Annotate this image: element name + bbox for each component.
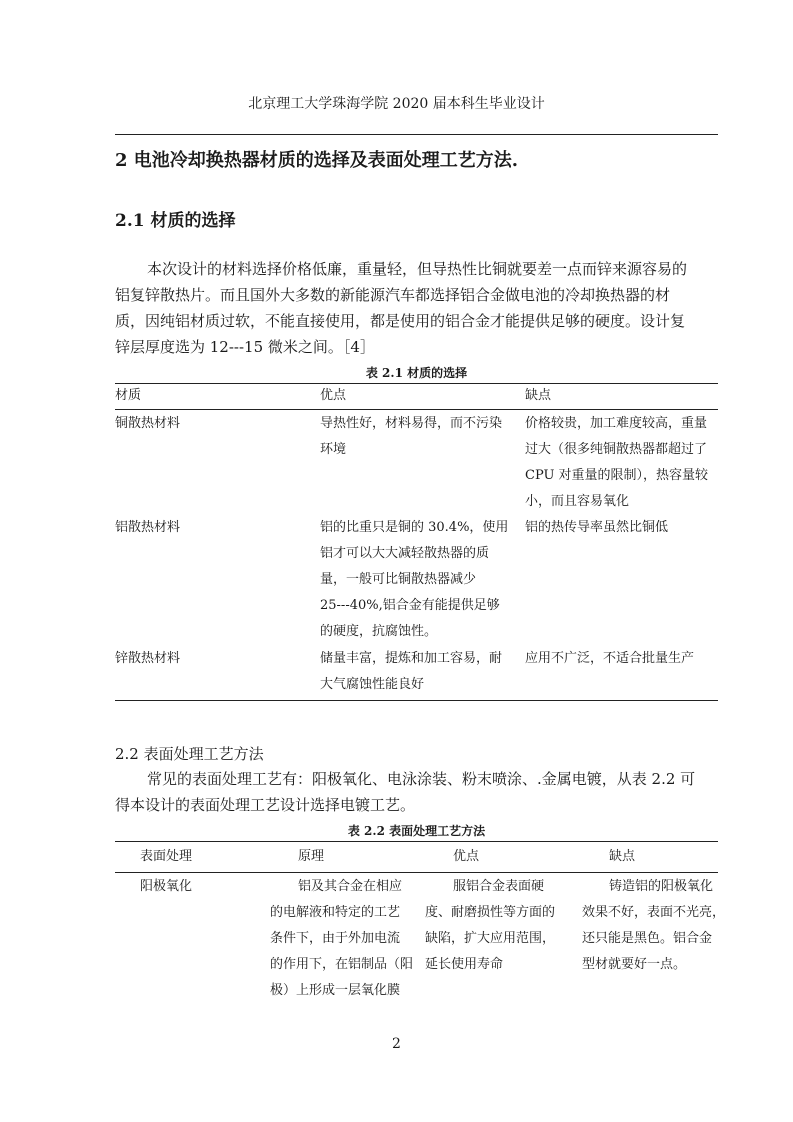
table2-row-pros: 缺陷，扩大应用范围， bbox=[425, 931, 556, 946]
table1-row-pros: 储量丰富，提炼和加工容易，耐 bbox=[320, 651, 503, 666]
table1-row-pros: 的硬度，抗腐蚀性。 bbox=[320, 624, 438, 639]
table2-row-pros: 度、耐磨损性等方面的 bbox=[425, 905, 556, 920]
para2-line: 得本设计的表面处理工艺设计选择电镀工艺。 bbox=[115, 796, 416, 814]
table1-row-material: 铝散热材料 bbox=[115, 520, 181, 535]
table1-row-cons: 铝的热传导率虽然比铜低 bbox=[525, 520, 669, 535]
table1-row-material: 锌散热材料 bbox=[115, 651, 181, 666]
table2-row-pros: 服铝合金表面硬 bbox=[453, 879, 545, 894]
table1-row-pros: 量，一般可比铜散热器减少 bbox=[320, 572, 477, 587]
table2-row-cons: 型材就要好一点。 bbox=[582, 957, 687, 972]
table2-row-principle: 条件下，由于外加电流 bbox=[270, 931, 401, 946]
table2-header-pros: 优点 bbox=[453, 849, 480, 864]
table2-row-pros: 延长使用寿命 bbox=[425, 957, 504, 972]
table2-row-process: 阳极氧化 bbox=[140, 879, 193, 894]
table2-row-principle: 极）上形成一层氧化膜 bbox=[270, 983, 401, 998]
table2-row-principle: 铝及其合金在相应 bbox=[298, 879, 403, 894]
table1-row-pros: 环境 bbox=[320, 442, 347, 457]
para1-line: 锌层厚度选为 12---15 微米之间。［4］ bbox=[115, 338, 375, 356]
table1-header-cons: 缺点 bbox=[525, 388, 552, 403]
table1-caption: 表 2.1 材质的选择 bbox=[365, 366, 468, 380]
chapter-heading: 2 电池冷却换热器材质的选择及表面处理工艺方法. bbox=[115, 150, 519, 171]
table1-row-material: 铜散热材料 bbox=[115, 416, 181, 431]
table1-row-pros: 铝才可以大大减轻散热器的质 bbox=[320, 546, 490, 561]
table1-row-cons: 过大（很多纯铜散热器都超过了 bbox=[525, 442, 708, 457]
para1-line: 铝复锌散热片。而且国外大多数的新能源汽车都选择铝合金做电池的冷却换热器的材 bbox=[115, 286, 671, 304]
table1-top-rule bbox=[115, 383, 718, 384]
table1-header-material: 材质 bbox=[115, 388, 142, 403]
page-header: 北京理工大学珠海学院 2020 届本科生毕业设计 bbox=[248, 96, 545, 112]
table2-row-principle: 的作用下，在铝制品（阳 bbox=[270, 957, 414, 972]
table2-header-process: 表面处理 bbox=[140, 849, 193, 864]
para1-line: 质，因纯铝材质过软，不能直接使用，都是使用的铝合金才能提供足够的硬度。设计复 bbox=[115, 312, 686, 330]
table2-row-cons: 铸造铝的阳极氧化 bbox=[609, 879, 714, 894]
page-number: 2 bbox=[392, 1036, 401, 1052]
table1-row-pros: 大气腐蚀性能良好 bbox=[320, 677, 425, 692]
table1-row-cons: 价格较贵，加工难度较高，重量 bbox=[525, 416, 708, 431]
table2-caption: 表 2.2 表面处理工艺方法 bbox=[347, 824, 486, 838]
table2-row-cons: 效果不好，表面不光亮， bbox=[582, 905, 726, 920]
table1-row-cons: 应用不广泛，不适合批量生产 bbox=[525, 651, 695, 666]
table1-row-cons: 小，而且容易氧化 bbox=[525, 494, 630, 509]
header-rule bbox=[115, 134, 718, 135]
table2-header-cons: 缺点 bbox=[609, 849, 636, 864]
table1-row-pros: 导热性好，材料易得，而不污染 bbox=[320, 416, 503, 431]
table1-row-cons: CPU 对重量的限制），热容量较 bbox=[525, 468, 709, 483]
table2-top-rule bbox=[115, 841, 718, 842]
table2-header-principle: 原理 bbox=[298, 849, 325, 864]
table1-row-pros: 25---40%,铝合金有能提供足够 bbox=[320, 598, 500, 613]
table1-header-pros: 优点 bbox=[320, 388, 347, 403]
table1-row-pros: 铝的比重只是铜的 30.4%，使用 bbox=[320, 520, 509, 535]
table2-row-cons: 还只能是黑色。铝合金 bbox=[582, 931, 713, 946]
para1-line: 本次设计的材料选择价格低廉，重量轻，但导热性比铜就要差一点而锌来源容易的 bbox=[147, 260, 688, 278]
section-heading-2-1: 2.1 材质的选择 bbox=[115, 211, 236, 231]
table2-header-rule bbox=[115, 872, 718, 873]
table2-row-principle: 的电解液和特定的工艺 bbox=[270, 905, 401, 920]
table1-bottom-rule bbox=[115, 700, 718, 701]
table1-header-rule bbox=[115, 409, 718, 410]
para2-line: 常见的表面处理工艺有：阳极氧化、电泳涂装、粉末喷涂、.金属电镀，从表 2.2 可 bbox=[147, 770, 696, 788]
section-heading-2-2: 2.2 表面处理工艺方法 bbox=[115, 745, 264, 763]
